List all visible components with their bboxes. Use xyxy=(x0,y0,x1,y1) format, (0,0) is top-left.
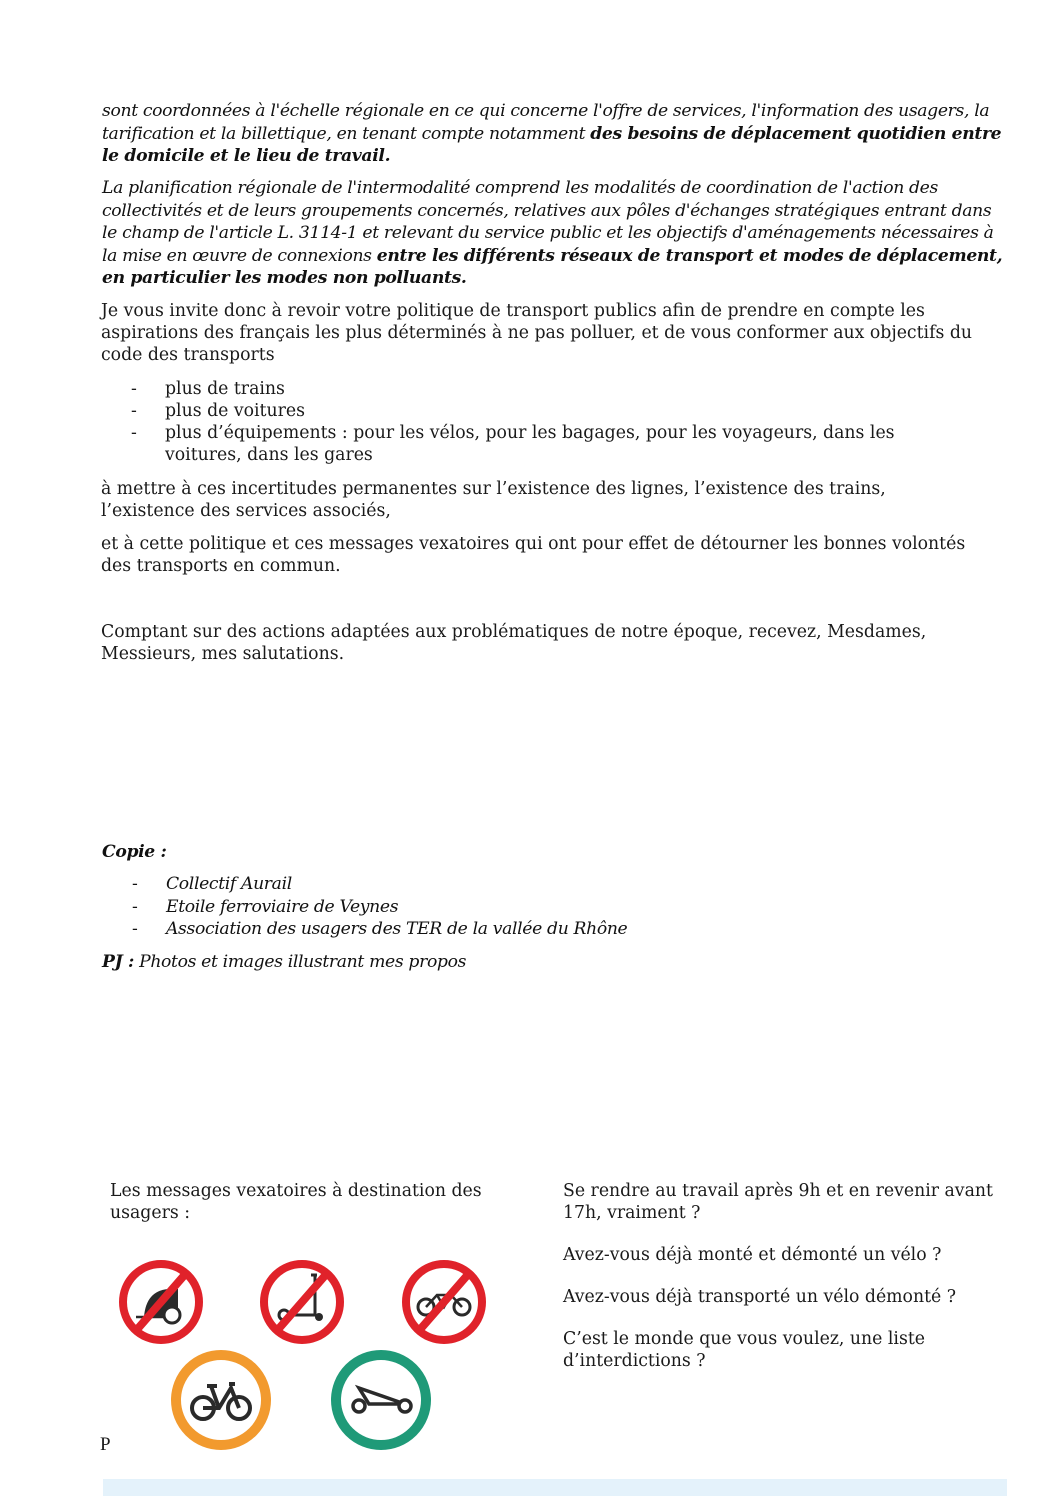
bullet-dash: - xyxy=(131,379,137,399)
bullet-dash: - xyxy=(132,874,138,894)
recipient-name: Collectif Aurail xyxy=(166,874,292,894)
question-work-hours: Se rendre au travail après 9h et en revenir avant 17h, vraiment ? xyxy=(563,1181,993,1223)
footer-bar xyxy=(103,1479,1007,1496)
demands-list xyxy=(101,378,1001,466)
closing-salutation: Comptant sur des actions adaptées aux problématiques de notre époque, recevez, Mesdames, Messieurs, mes salutations. xyxy=(101,622,927,664)
annex-caption: Les messages vexatoires à destination des usagers : xyxy=(110,1181,482,1223)
folded-scooter-allowed-sign-icon xyxy=(329,1348,433,1452)
vexatious-policy-paragraph: et à cette politique et ces messages vexatoires qui ont pour effet de détourner les bonnes volontés des transports en commun. xyxy=(101,534,966,576)
truncated-text-fragment: P xyxy=(100,1434,111,1455)
quote-text: La planification régionale de l'intermodalité comprend les modalités de coordination de l'action des collectivités et de leurs groupements concernés, relatives aux pôles d'échanges stratégiques entrant dans le champ de l'article L. 3114-1 et relevant du service public et les objectifs d'aménagements nécessaires à la mise en œuvre de connexions xyxy=(102,178,994,266)
quote-emphasis: des besoins de déplacement quotidien entre le domicile et le lieu de travail. xyxy=(102,123,1002,166)
quote-paragraph-coordination xyxy=(102,100,1002,168)
quote-paragraph-intermodality xyxy=(102,177,1007,290)
list-item xyxy=(102,896,802,919)
list-item xyxy=(101,400,1001,422)
question-prohibitions: C’est le monde que vous voulez, une liste d’interdictions ? xyxy=(563,1329,925,1371)
question-assemble-bike: Avez-vous déjà monté et démonté un vélo ? xyxy=(563,1245,942,1265)
attachment-text: Photos et images illustrant mes propos xyxy=(134,952,467,972)
list-item xyxy=(101,378,1001,400)
list-item-text: plus d’équipements : pour les vélos, pour les bagages, pour les voyageurs, dans les voitures, dans les gares xyxy=(165,423,895,465)
bullet-dash: - xyxy=(132,896,138,917)
list-item-text: plus de voitures xyxy=(165,401,305,421)
copy-label: Copie : xyxy=(102,842,167,862)
no-bike-trailer-sign-icon xyxy=(116,1257,206,1347)
annex-questions xyxy=(563,1180,1003,1372)
bullet-dash: - xyxy=(132,919,138,939)
bullet-dash: - xyxy=(131,401,137,421)
request-paragraph: Je vous invite donc à revoir votre politique de transport publics afin de prendre en compte les aspirations des français les plus déterminés à ne pas polluer, et de vous conformer aux objectifs du code des transports xyxy=(101,301,973,365)
attachment-line xyxy=(102,951,466,974)
list-item xyxy=(102,873,802,896)
bullet-dash: - xyxy=(131,423,137,443)
recipient-name: Association des usagers des TER de la vallée du Rhône xyxy=(166,919,628,939)
list-item xyxy=(102,918,802,941)
no-tandem-bike-sign-icon xyxy=(399,1257,489,1347)
recipient-name: Etoile ferroviaire de Veynes xyxy=(166,896,399,917)
quote-emphasis: entre les différents réseaux de transport et modes de déplacement, en particulier les modes non polluants. xyxy=(102,245,1003,288)
uncertainty-paragraph: à mettre à ces incertitudes permanentes sur l’existence des lignes, l’existence des trains, l’existence des services associés, xyxy=(101,479,886,521)
bike-conditional-sign-icon xyxy=(169,1348,273,1452)
list-item-text: plus de trains xyxy=(165,379,285,399)
no-scooter-sign-icon xyxy=(257,1257,347,1347)
quote-text: sont coordonnées à l'échelle régionale en ce qui concerne l'offre de services, l'information des usagers, la tarification et la billettique, en tenant compte notamment xyxy=(102,101,990,144)
attachment-label: PJ : xyxy=(102,952,134,972)
list-item xyxy=(101,422,1001,466)
question-transport-bike: Avez-vous déjà transporté un vélo démonté ? xyxy=(563,1287,957,1307)
copy-recipients-list xyxy=(102,873,802,941)
